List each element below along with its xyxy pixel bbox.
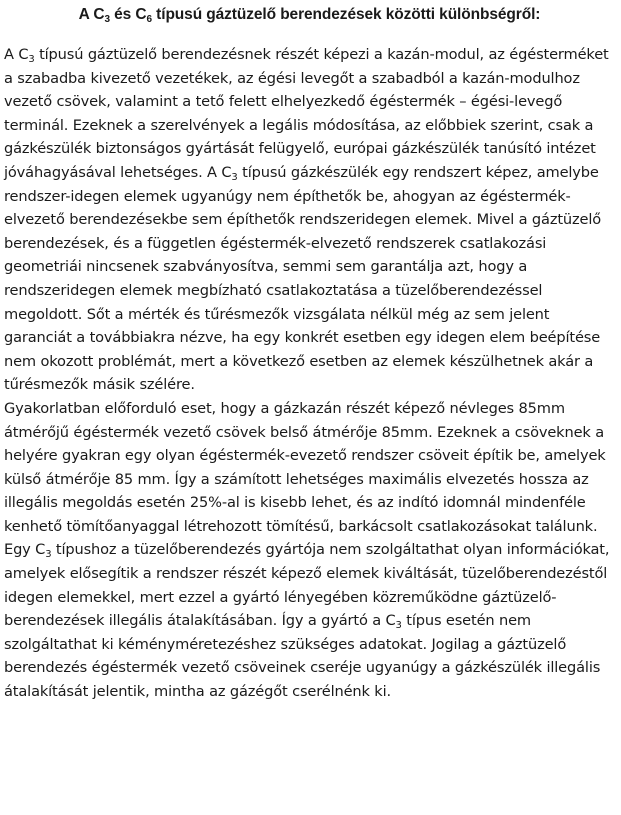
title-subscript-1: 3 bbox=[104, 14, 110, 25]
document-title bbox=[4, 5, 615, 25]
title-part-1: A C bbox=[78, 6, 105, 23]
paragraph-3-part-2: típushoz a tüzelőberendezés gyártója nem szolgáltathat olyan információkat, amelyek elősegítik a rendszer részét képező elemek kiváltását, tüzelőberendezéstől idegen elemekkel, mert ezzel a gyártó lényegében közreműködne gáztüzelő-berendezések illegális átalakításában. Így a gyártó a C bbox=[4, 541, 610, 630]
title-subscript-2: 6 bbox=[146, 14, 152, 25]
paragraph-3-subscript-1: 3 bbox=[45, 549, 52, 561]
paragraph-2-text: Gyakorlatban előforduló eset, hogy a gázkazán részét képező névleges 85mm átmérőjű égéstermék vezető csövek belső átmérője 85mm. Ezeknek a csöveknek a helyére gyakran egy olyan égéstermék-evezető rendszer csöveit építik be, amelyek külső átmérője 85 mm. Így a számított lehetséges maximális elvezetés hossza az illegális megoldás esetén 25%-al is kisebb lehet, és az indító idomnál mindenféle kenhető tömítőanyaggal létrehozott tömítésű, barkácsolt csatlakozásokat találunk. bbox=[4, 399, 606, 535]
paragraph-1-part-2: típusú gáztüzelő berendezésnek részét képezi a kazán-modul, az égésterméket a szabadba kivezető vezetékek, az égési levegőt a szabadból a kazán-modulhoz vezető csövek, valamint a tető felett elhelyezkedő égéstermék – égési-levegő terminál. Ezeknek a szerelvények a legális módosítása, az előbbiek szerint, csak a gázkészülék biztonságos gyártását felügyelő, európai gázkészülék tanúsító intézet jóváhagyásával lehetséges. A C bbox=[4, 46, 609, 181]
paragraph-1-subscript-1: 3 bbox=[28, 54, 35, 65]
document-body bbox=[4, 43, 615, 704]
paragraph-3-part-3: típus esetén nem szolgáltathat ki kéményméretezéshez szükséges adatokat. Jogilag a gáztüzelő berendezés égéstermék vezető csöveinek cseréje ugyanúgy a gázkészülék illegális átalakítását jelentik, mintha az gázégőt cserélnénk ki. bbox=[4, 612, 601, 701]
title-part-3: típusú gáztüzelő berendezések közötti különbségről: bbox=[151, 6, 541, 23]
paragraph-2 bbox=[4, 397, 615, 539]
paragraph-1-part-3: típusú gázkészülék egy rendszert képez, amelybe rendszer-idegen elemek ugyanúgy nem építhetők be, ahogyan az égéstermék-elvezető berendezésekbe sem építhetők rendszeridegen elemek. Mivel a gáztüzelő berendezések, és a független égéstermék-elvezető rendszerek csatlakozási geometriái nincsenek szabványosítva, semmi sem garantálja azt, hogy a rendszeridegen elemek megbízható csatlakoztatása a tüzelőberendezéssel megoldott. Sőt a mérték és tűrésmezők vizsgálata nélkül még az sem jelent garanciát a továbbiakra nézve, ha egy konkrét esetben egy idegen elem beépítése nem okozott problémát, mert a következő esetben az elemek készülhetnek akár a tűrésmezők másik szélére. bbox=[4, 163, 602, 394]
paragraph-1 bbox=[4, 43, 615, 397]
title-part-2: és C bbox=[109, 6, 147, 23]
paragraph-1-subscript-2: 3 bbox=[231, 171, 238, 183]
paragraph-1-part-1: A C bbox=[4, 46, 29, 63]
paragraph-3-subscript-2: 3 bbox=[395, 620, 402, 632]
paragraph-3 bbox=[4, 538, 615, 703]
paragraph-3-part-1: Egy C bbox=[4, 541, 46, 559]
